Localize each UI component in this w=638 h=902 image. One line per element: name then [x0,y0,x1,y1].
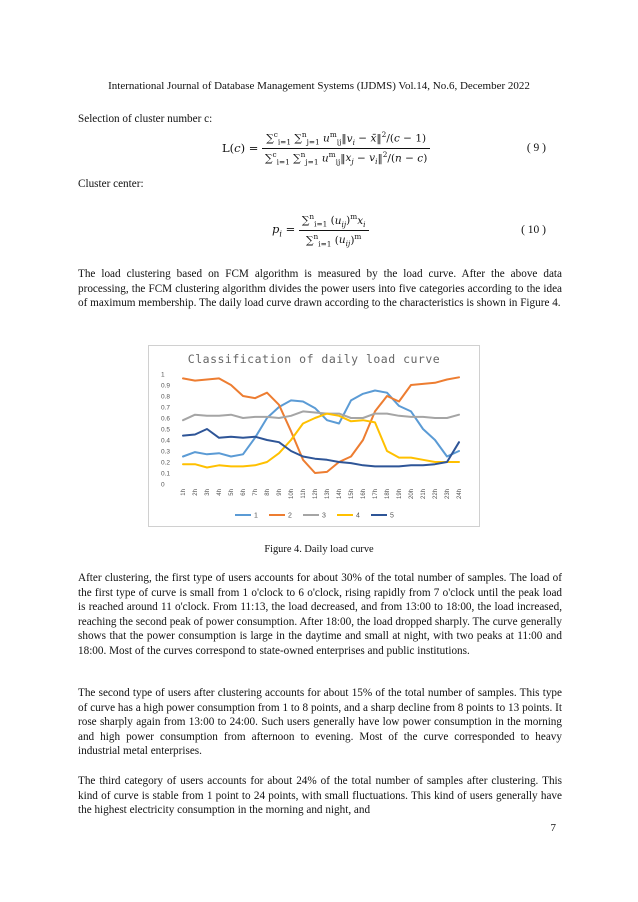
paragraph-type-2: The second type of users after clustering accounts for about 15% of the total number of samples. This type of curve has a high power consumption from 1 to 8 points, and a sharp decline from 8 points to 13 points. It rose sharply again from 13:00 to 24:00. Such users generally have low power consumption in the morning and high power consumption from afternoon to evening. Most of the curve corresponded to heavy industrial metal enterprises. [78,687,562,758]
chart-svg [149,346,479,526]
x-tick-label: 18h [385,489,391,500]
x-tick-label: 15h [349,489,355,500]
legend-label-3: 3 [322,512,326,520]
x-tick-label: 17h [373,489,379,500]
y-tick-label: 0.9 [161,382,171,390]
y-tick-label: 0.6 [161,415,171,423]
x-tick-label: 3h [205,489,211,496]
x-tick-label: 2h [193,489,199,496]
cluster-center-label: Cluster center: [78,178,144,190]
legend-label-4: 4 [356,512,360,520]
x-tick-label: 7h [253,489,259,496]
legend-label-2: 2 [288,512,292,520]
series-line-1 [183,391,459,457]
x-tick-label: 12h [313,489,319,500]
y-tick-label: 0.4 [161,437,171,445]
document-page: International Journal of Database Management Systems (IJDMS) Vol.14, No.6, December 2022 Selection of cluster number c: L(c) = $\frac{\sum^c_{i=1} \sum^n_{j=1} u^m_{ij}‖v_i - x̄‖^2/(c - 1)}{\sum^c_{i=1} \sum^n_{j=1} u^m_{ij}‖x_j - v_i‖^2/(n - c)}$ ( 9 ) Cluster center: $p_i$ = $\frac{\sum^n_{i=1} (u_{ij})^mx_i}{\sum^n_{i=1} (u_{ij})^m}$ ( 10 ) The load clustering based on FCM algorithm is measured by the load curve. After the above data processing, the FCM clustering algorithm divides the power users into five categories according to the idea of maximum membership. The daily load curve drawn according to the characteristics is shown in Figure 4. Classification of daily load curve 0 0.1 0.2 0.3 0.4 0.5 0.6 0.7 0.8 0.9 1 1h 2h 3h 4h 5h 6h 7h 8h 9h 10h 11h 12h 13h 14h 15h 16h 17h 18h 19h 20h 21h 22h 23h 24h 1 2 3 4 5 Figure 4. Daily load curve After clustering, the first type of users accounts for about 30% of the total number of samples. The load of the first type of curve is small from 1 o'clock to 6 o'clock, rising rapidly from 7 o'clock until the peak load is reached around 11 o'clock. From 11:13, the load decreased, and from 13:00 to 18:00, the load increased, reaching the second peak of power consumption. After 18:00, the load dropped sharply. The curve generally shows that the power consumption is large in the daytime and small at night, with two peaks at 11:00 and 18:00. Most of the curves correspond to state-owned enterprises and public institutions. The second type of users after clustering accounts for about 15% of the total number of samples. This type of curve has a high power consumption from 1 to 8 points, and a sharp decline from 8 points to 13 points. It rose sharply again from 13:00 to 24:00. Such users generally have low power consumption in the morning and high power consumption from afternoon to evening. Most of the curve corresponded to heavy industrial metal enterprises. The third category of users accounts for about 24% of the total number of samples after clustering. This kind of curve is stable from 1 point to 24 points, with small fluctuations. This kind of users generally have the highest electricity consumption in the morning and night, and 7 [0,0,638,902]
x-tick-label: 23h [445,489,451,500]
x-tick-label: 6h [241,489,247,496]
y-tick-label: 0.7 [161,404,171,412]
x-tick-label: 8h [265,489,271,496]
paragraph-type-1: After clustering, the first type of users accounts for about 30% of the total number of samples. The load of the first type of curve is small from 1 o'clock to 6 o'clock, rising rapidly from 7 o'clock until the peak load is reached around 11 o'clock. From 11:13, the load decreased, and from 13:00 to 18:00, the load increased, reaching the second peak of power consumption. After 18:00, the load dropped sharply. The curve generally shows that the power consumption is large in the daytime and small at night, with two peaks at 11:00 and 18:00. Most of the curves correspond to state-owned enterprises and public institutions. [78,572,562,657]
paragraph-type-3: The third category of users accounts for about 24% of the total number of samples after clustering. This kind of curve is stable from 1 point to 24 points, with small fluctuations. This kind of users generally have the highest electricity consumption in the morning and night, and [78,775,562,817]
y-tick-label: 0.1 [161,470,171,478]
x-tick-label: 22h [433,489,439,500]
figure-caption: Figure 4. Daily load curve [264,544,374,555]
x-tick-label: 21h [421,489,427,500]
x-tick-label: 24h [457,489,463,500]
x-tick-label: 5h [229,489,235,496]
x-tick-label: 11h [301,489,307,499]
series-line-5 [183,429,459,466]
paragraph-fcm-intro: The load clustering based on FCM algorithm is measured by the load curve. After the above data processing, the FCM clustering algorithm divides the power users into five categories according to the idea of maximum membership. The daily load curve drawn according to the characteristics is shown in Figure 4. [78,268,562,310]
y-tick-label: 0.2 [161,459,171,467]
journal-header: International Journal of Database Management Systems (IJDMS) Vol.14, No.6, December 2022 [108,80,530,92]
x-tick-label: 20h [409,489,415,500]
chart-title: Classification of daily load curve [187,352,441,366]
daily-load-chart [148,345,480,527]
x-tick-label: 9h [277,489,283,496]
y-tick-label: 0 [161,481,165,489]
equation-9-number: ( 9 ) [526,142,546,154]
x-tick-label: 4h [217,489,223,496]
x-tick-label: 1h [181,489,187,496]
x-tick-label: 10h [289,489,295,500]
x-tick-label: 13h [325,489,331,500]
y-tick-label: 0.8 [161,393,171,401]
y-tick-label: 0.3 [161,448,171,456]
legend-label-1: 1 [254,512,258,520]
y-tick-label: 1 [161,371,165,379]
x-tick-label: 16h [361,489,367,500]
x-tick-label: 19h [397,489,403,500]
y-tick-label: 0.5 [161,426,171,434]
cluster-number-label: Selection of cluster number c: [78,113,213,125]
page-number: 7 [550,822,556,834]
legend-label-5: 5 [390,512,394,520]
equation-10-number: ( 10 ) [521,224,546,236]
x-tick-label: 14h [337,489,343,500]
